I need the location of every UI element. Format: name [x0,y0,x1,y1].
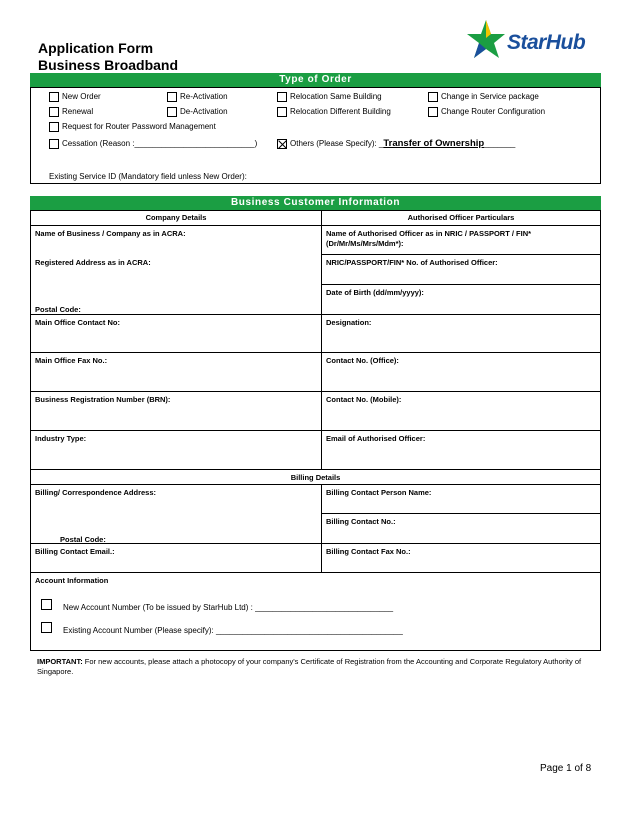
page-number: Page 1 of 8 [540,763,592,774]
service-id-label: Existing Service ID (Mandatory field unless New Order): [49,172,247,181]
logo-wordmark: StarHub [507,31,586,54]
cessation-checkbox[interactable] [49,139,59,149]
relocation-different-checkbox[interactable] [277,107,287,117]
relocation-same-checkbox[interactable] [277,92,287,102]
contact-mobile-field[interactable]: Contact No. (Mobile): [326,395,402,404]
billing-person-field[interactable]: Billing Contact Person Name: [326,488,432,497]
officer-name-label-line2: (Dr/Mr/Ms/Mrs/Mdm*): [326,239,404,248]
dob-field[interactable]: Date of Birth (dd/mm/yyyy): [326,288,424,297]
business-name-field[interactable]: Name of Business / Company as in ACRA: [35,229,186,238]
form-subtitle: Business Broadband [38,57,179,73]
customer-info-heading: Business Customer Information [30,196,601,210]
officer-name-field[interactable] [322,226,535,252]
registered-address-field[interactable]: Registered Address as in ACRA: [35,258,151,267]
de-activation-label: De-Activation [180,107,228,116]
designation-field[interactable]: Designation: [326,318,372,327]
others-value[interactable]: Transfer of Ownership [383,138,485,149]
company-details-header: Company Details [145,213,207,222]
important-label: IMPORTANT: [37,657,83,666]
officer-email-field[interactable]: Email of Authorised Officer: [326,434,426,443]
router-password-checkbox[interactable] [49,122,59,132]
officer-particulars-header: Authorised Officer Particulars [407,213,515,222]
change-package-checkbox[interactable] [428,92,438,102]
new-account-label: New Account Number (To be issued by StarHub Ltd) : _______________________________ [63,603,394,612]
change-router-label: Change Router Configuration [441,107,546,116]
others-checkbox[interactable] [277,139,287,149]
brn-field[interactable]: Business Registration Number (BRN): [35,395,171,404]
billing-postal-code-field[interactable]: Postal Code: [60,535,106,544]
contact-office-field[interactable]: Contact No. (Office): [326,356,399,365]
form-title: Application Form [38,40,154,56]
router-password-label: Request for Router Password Management [62,122,216,131]
cessation-label: Cessation (Reason :___________________________) [62,139,258,148]
important-text: For new accounts, please attach a photocopy of your company's Certificate of Registration from the Accounting and Corporate Regulatory Authority of Singapore. [37,657,582,676]
billing-fax-field[interactable]: Billing Contact Fax No.: [326,547,411,556]
relocation-same-label: Relocation Same Building [290,92,382,101]
nric-field[interactable]: NRIC/PASSPORT/FIN* No. of Authorised Officer: [326,258,498,267]
existing-account-label: Existing Account Number (Please specify): __________________________________________ [63,626,403,635]
account-info-heading: Account Information [35,576,109,585]
postal-code-field[interactable]: Postal Code: [35,305,81,314]
type-of-order-heading: Type of Order [30,73,601,87]
others-label [290,139,515,149]
important-note [37,657,597,677]
industry-type-field[interactable]: Industry Type: [35,434,87,443]
billing-contact-no-field[interactable]: Billing Contact No.: [326,517,396,526]
renewal-checkbox[interactable] [49,107,59,117]
new-account-checkbox[interactable] [41,599,52,610]
new-order-checkbox[interactable] [49,92,59,102]
change-package-label: Change in Service package [441,92,539,101]
re-activation-label: Re-Activation [180,92,228,101]
billing-address-field[interactable]: Billing/ Correspondence Address: [35,488,156,497]
officer-name-label: Name of Authorised Officer as in NRIC / PASSPORT / FIN* [326,229,532,238]
billing-details-header: Billing Details [290,473,341,482]
change-router-checkbox[interactable] [428,107,438,117]
existing-account-checkbox[interactable] [41,622,52,633]
starhub-logo [466,18,614,68]
re-activation-checkbox[interactable] [167,92,177,102]
others-prefix: Others (Please Specify): _ [290,139,384,148]
others-tail: _______ [484,139,516,148]
main-office-fax-field[interactable]: Main Office Fax No.: [35,356,108,365]
relocation-different-label: Relocation Different Building [290,107,391,116]
new-order-label: New Order [62,92,101,101]
de-activation-checkbox[interactable] [167,107,177,117]
renewal-label: Renewal [62,107,94,116]
billing-email-field[interactable]: Billing Contact Email.: [35,547,115,556]
main-office-contact-field[interactable]: Main Office Contact No: [35,318,121,327]
